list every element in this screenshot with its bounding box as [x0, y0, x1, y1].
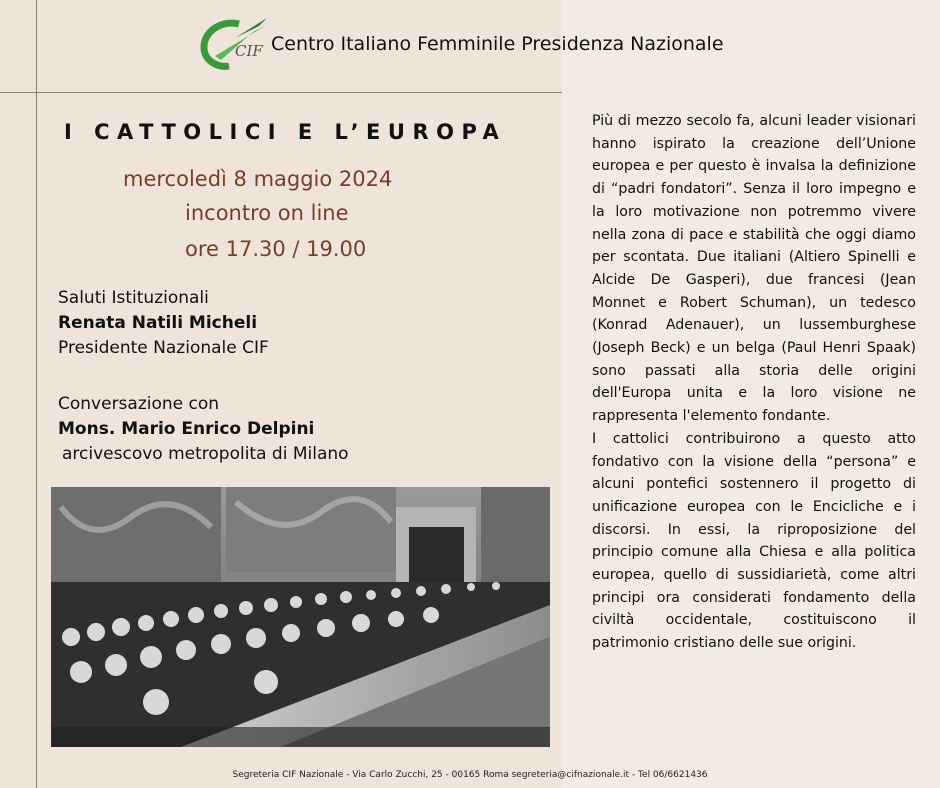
body-text — [592, 110, 916, 655]
body-paragraph-2: I cattolici contribuirono a questo atto fondativo con la visione della “persona” e alcuni pontefici sostennero il progetto di unificazione europea con le Encicliche e i discorsi. In essi, la riproposizione del principio comune alla Chiesa e alla politica europea, quello di sussidiarietà, come altri principi ora considerati fondamento della civiltà occidentale, costituiscono il patrimonio cristiano delle sue origini. — [592, 430, 916, 652]
body-paragraph-1: Più di mezzo secolo fa, alcuni leader visionari hanno ispirato la creazione dell’Unione europea e per questo è invalsa la definizione di “padri fondatori”. Senza il loro impegno e la loro motivazione non potremmo vivere nella zona di pace e stabilità che oggi diamo per scontata. Due italiani (Altiero Spinelli e Alcide De Gasperi), due francesi (Jean Monnet e Robert Schuman), un tedesco (Konrad Adenauer), un lussemburghese (Joseph Beck) e un belga (Paul Henri Spaak) sono passati alla storia delle origini dell'Europa unita e la loro visione ne rappresenta l'elemento fondante. — [592, 113, 916, 425]
organization-name: Centro Italiano Femminile Presidenza Nazionale — [271, 33, 724, 55]
horizontal-divider — [0, 92, 562, 93]
greeting-role: Presidente Nazionale CIF — [58, 338, 269, 358]
conversation-block — [58, 392, 349, 467]
historical-photo — [51, 487, 550, 747]
footer-contact: Segreteria CIF Nazionale - Via Carlo Zucchi, 25 - 00165 Roma segreteria@cifnazionale.it - Tel 06/6621436 — [232, 770, 708, 780]
greeting-name: Renata Natili Micheli — [58, 313, 258, 333]
event-date: mercoledì 8 maggio 2024 — [123, 167, 393, 191]
cif-logo — [195, 16, 267, 72]
greetings-block — [58, 286, 269, 361]
event-mode: incontro on line — [185, 201, 349, 225]
header — [195, 14, 724, 74]
conversation-label: Conversazione con — [58, 394, 220, 414]
guest-name: Mons. Mario Enrico Delpini — [58, 419, 315, 439]
greeting-label: Saluti Istituzionali — [58, 288, 209, 308]
guest-role: arcivescovo metropolita di Milano — [62, 444, 349, 464]
vertical-divider — [36, 0, 37, 788]
logo-text: CIF — [235, 42, 263, 60]
event-title: I CATTOLICI E L’EUROPA — [64, 120, 507, 144]
event-time: ore 17.30 / 19.00 — [185, 237, 367, 261]
